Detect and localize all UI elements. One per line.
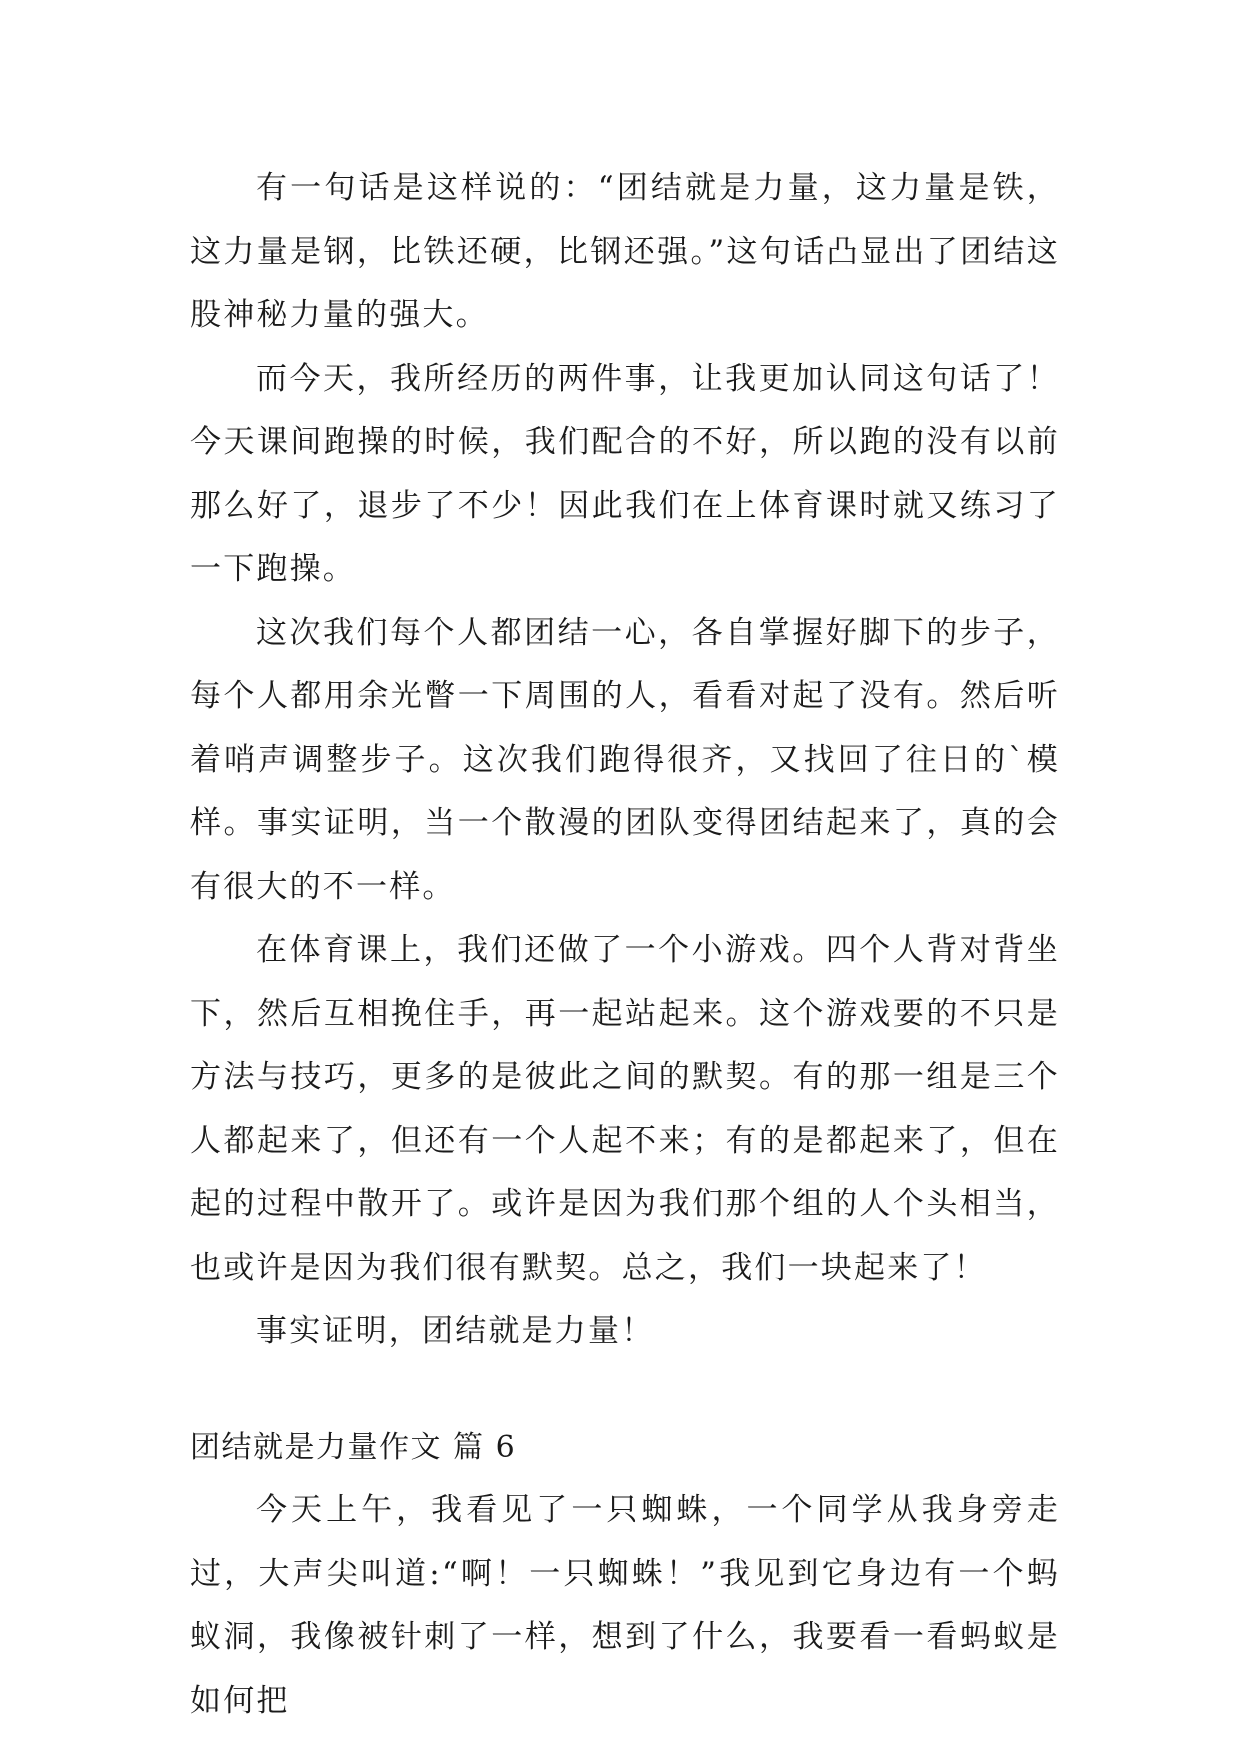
paragraph-team-together: 这次我们每个人都团结一心，各自掌握好脚下的步子，每个人都用余光瞥一下周围的人，看看对起了没有。然后听着哨声调整步子。这次我们跑得很齐，又找回了往日的`模样。事实证明，当一个散漫的团队变得团结起来了，真的会有很大的不一样。 (190, 614, 1060, 905)
paragraph-spider: 今天上午，我看见了一只蜘蛛，一个同学从我身旁走过，大声尖叫道:“啊！一只蜘蛛！”我见到它身边有一个蚂蚁洞，我像被针刺了一样，想到了什么，我要看一看蚂蚁是如何把 (190, 1492, 1060, 1719)
paragraph-unity-quote: 有一句话是这样说的：“团结就是力量，这力量是铁，这力量是钢，比铁还硬，比钢还强。”这句话凸显出了团结这股神秘力量的强大。 (190, 170, 1060, 333)
paragraph-conclusion: 事实证明，团结就是力量！ (256, 1313, 655, 1349)
document-page (190, 157, 1060, 1733)
paragraph-running-drill: 而今天，我所经历的两件事，让我更加认同这句话了！今天课间跑操的时候，我们配合的不好，所以跑的没有以前那么好了，退步了不少！因此我们在上体育课时就又练习了一下跑操。 (190, 360, 1060, 587)
paragraph-game: 在体育课上，我们还做了一个小游戏。四个人背对背坐下，然后互相挽住手，再一起站起来。这个游戏要的不只是方法与技巧，更多的是彼此之间的默契。有的那一组是三个人都起来了，但还有一个人起不来；有的是都起来了，但在起的过程中散开了。或许是因为我们那个组的人个头相当，也或许是因为我们很有默契。总之，我们一块起来了！ (190, 932, 1060, 1286)
section-heading: 团结就是力量作文 篇 6 (190, 1429, 517, 1465)
